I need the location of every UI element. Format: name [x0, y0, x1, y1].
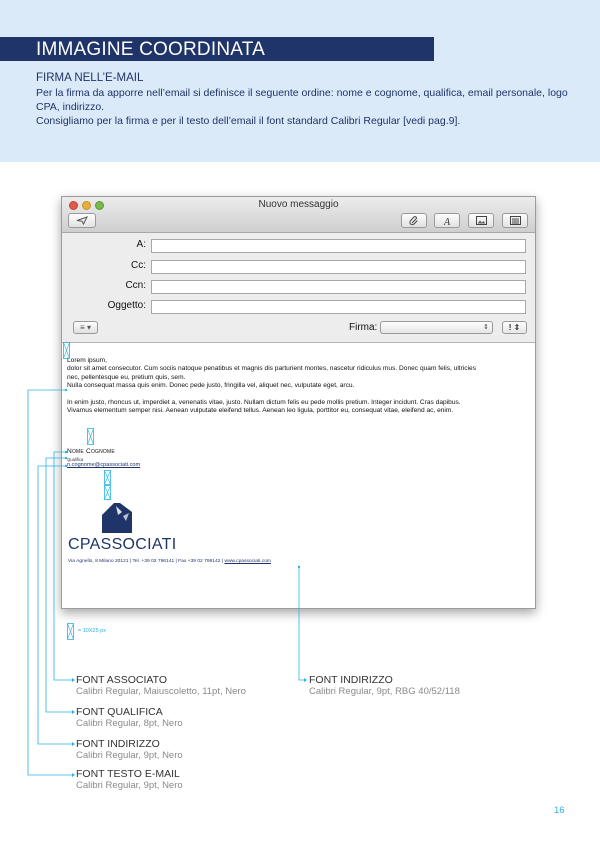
to-label: A: — [136, 239, 146, 250]
page-number: 16 — [554, 805, 565, 816]
address-text: Via Agnello, 8 Milano 20121 | Tel. +39 02 796141 | Fax +39 02 796142 | — [68, 559, 225, 564]
page-title: IMMAGINE COORDINATA — [36, 39, 265, 60]
annotation-title: FONT ASSOCIATO — [76, 674, 168, 686]
annotation-desc: Calibri Regular, Maiuscoletto, 11pt, Nero — [76, 686, 246, 697]
subject-label: Oggetto: — [107, 300, 146, 311]
section-heading: FIRMA NELL’E-MAIL — [36, 72, 144, 84]
priority-button[interactable]: ! ⇕ — [502, 321, 527, 334]
annotation-font-testo-email — [76, 768, 183, 791]
svg-text:A: A — [444, 216, 451, 226]
annotation-desc: Calibri Regular, 9pt, Nero — [76, 750, 183, 761]
annotation-font-associato — [76, 674, 246, 697]
email-paragraph-2: In enim justo, rhoncus ut, imperdiet a, venenatis vitae, justo. Nullam dictum felis eu pede mollis pretium. Integer incidunt. Cras dapibus. Vivamus elementum semper nisi. Aenean vulputate eleifend tellus. Aenean leo ligula, porttitor eu, consequat vitae, eleifend ac, enim. — [67, 398, 461, 415]
email-paragraph-1: Lorem ipsum, dolor sit amet consecutor. Cum sociis natoque penatibus et magnis dis parturient montes, nascetur ridiculus mus. Donec quam felis, ultricies nec, pellentesque eu, pretium quis, sem. Nulla consequat massa quis enim. Donec pede justo, fringilla vel, aliquet nec, vulputate eget, arcu. — [67, 357, 477, 390]
annotation-desc: Calibri Regular, 9pt, Nero — [76, 780, 183, 791]
annotation-desc: Calibri Regular, 8pt, Nero — [76, 718, 183, 729]
intro-line-1: Per la firma da apporre nell’email si definisce il seguente ordine: nome e cognome, qualifica, email personale, logo CPA, indirizzo. — [36, 87, 568, 113]
website-link[interactable]: www.cpassociati.com — [224, 559, 271, 564]
annotation-font-indirizzo — [76, 738, 183, 761]
bcc-label: Ccn: — [125, 280, 146, 291]
cpa-logo-text: CPASSOCIATI — [68, 536, 177, 553]
format-list-button[interactable]: ≡ ▾ — [73, 321, 98, 334]
signature-label: Firma: — [349, 322, 378, 333]
signature-email-link[interactable]: n.cognome@cpassociati.com — [67, 462, 141, 468]
window-title: Nuovo messaggio — [258, 199, 339, 210]
annotation-title: FONT QUALIFICA — [76, 706, 163, 718]
annotation-desc: Calibri Regular, 9pt, RBG 40/52/118 — [309, 686, 460, 697]
cc-label: Cc: — [131, 260, 146, 271]
intro-line-2: Consigliamo per la firma e per il testo dell’email il font standard Calibri Regular [vedi pag.9]. — [36, 115, 461, 127]
annotation-font-indirizzo-address — [309, 674, 460, 697]
annotation-title: FONT INDIRIZZO — [76, 738, 160, 750]
annotation-font-qualifica — [76, 706, 183, 729]
annotation-title: FONT INDIRIZZO — [309, 674, 393, 686]
spacing-note: = 10X25 px — [78, 628, 106, 634]
signature-role: Qualifica — [67, 457, 84, 462]
signature-name: Nome Cognome — [67, 448, 115, 455]
updown-arrows-icon: ⇕ — [483, 324, 489, 331]
annotation-title: FONT TESTO E-MAIL — [76, 768, 180, 780]
